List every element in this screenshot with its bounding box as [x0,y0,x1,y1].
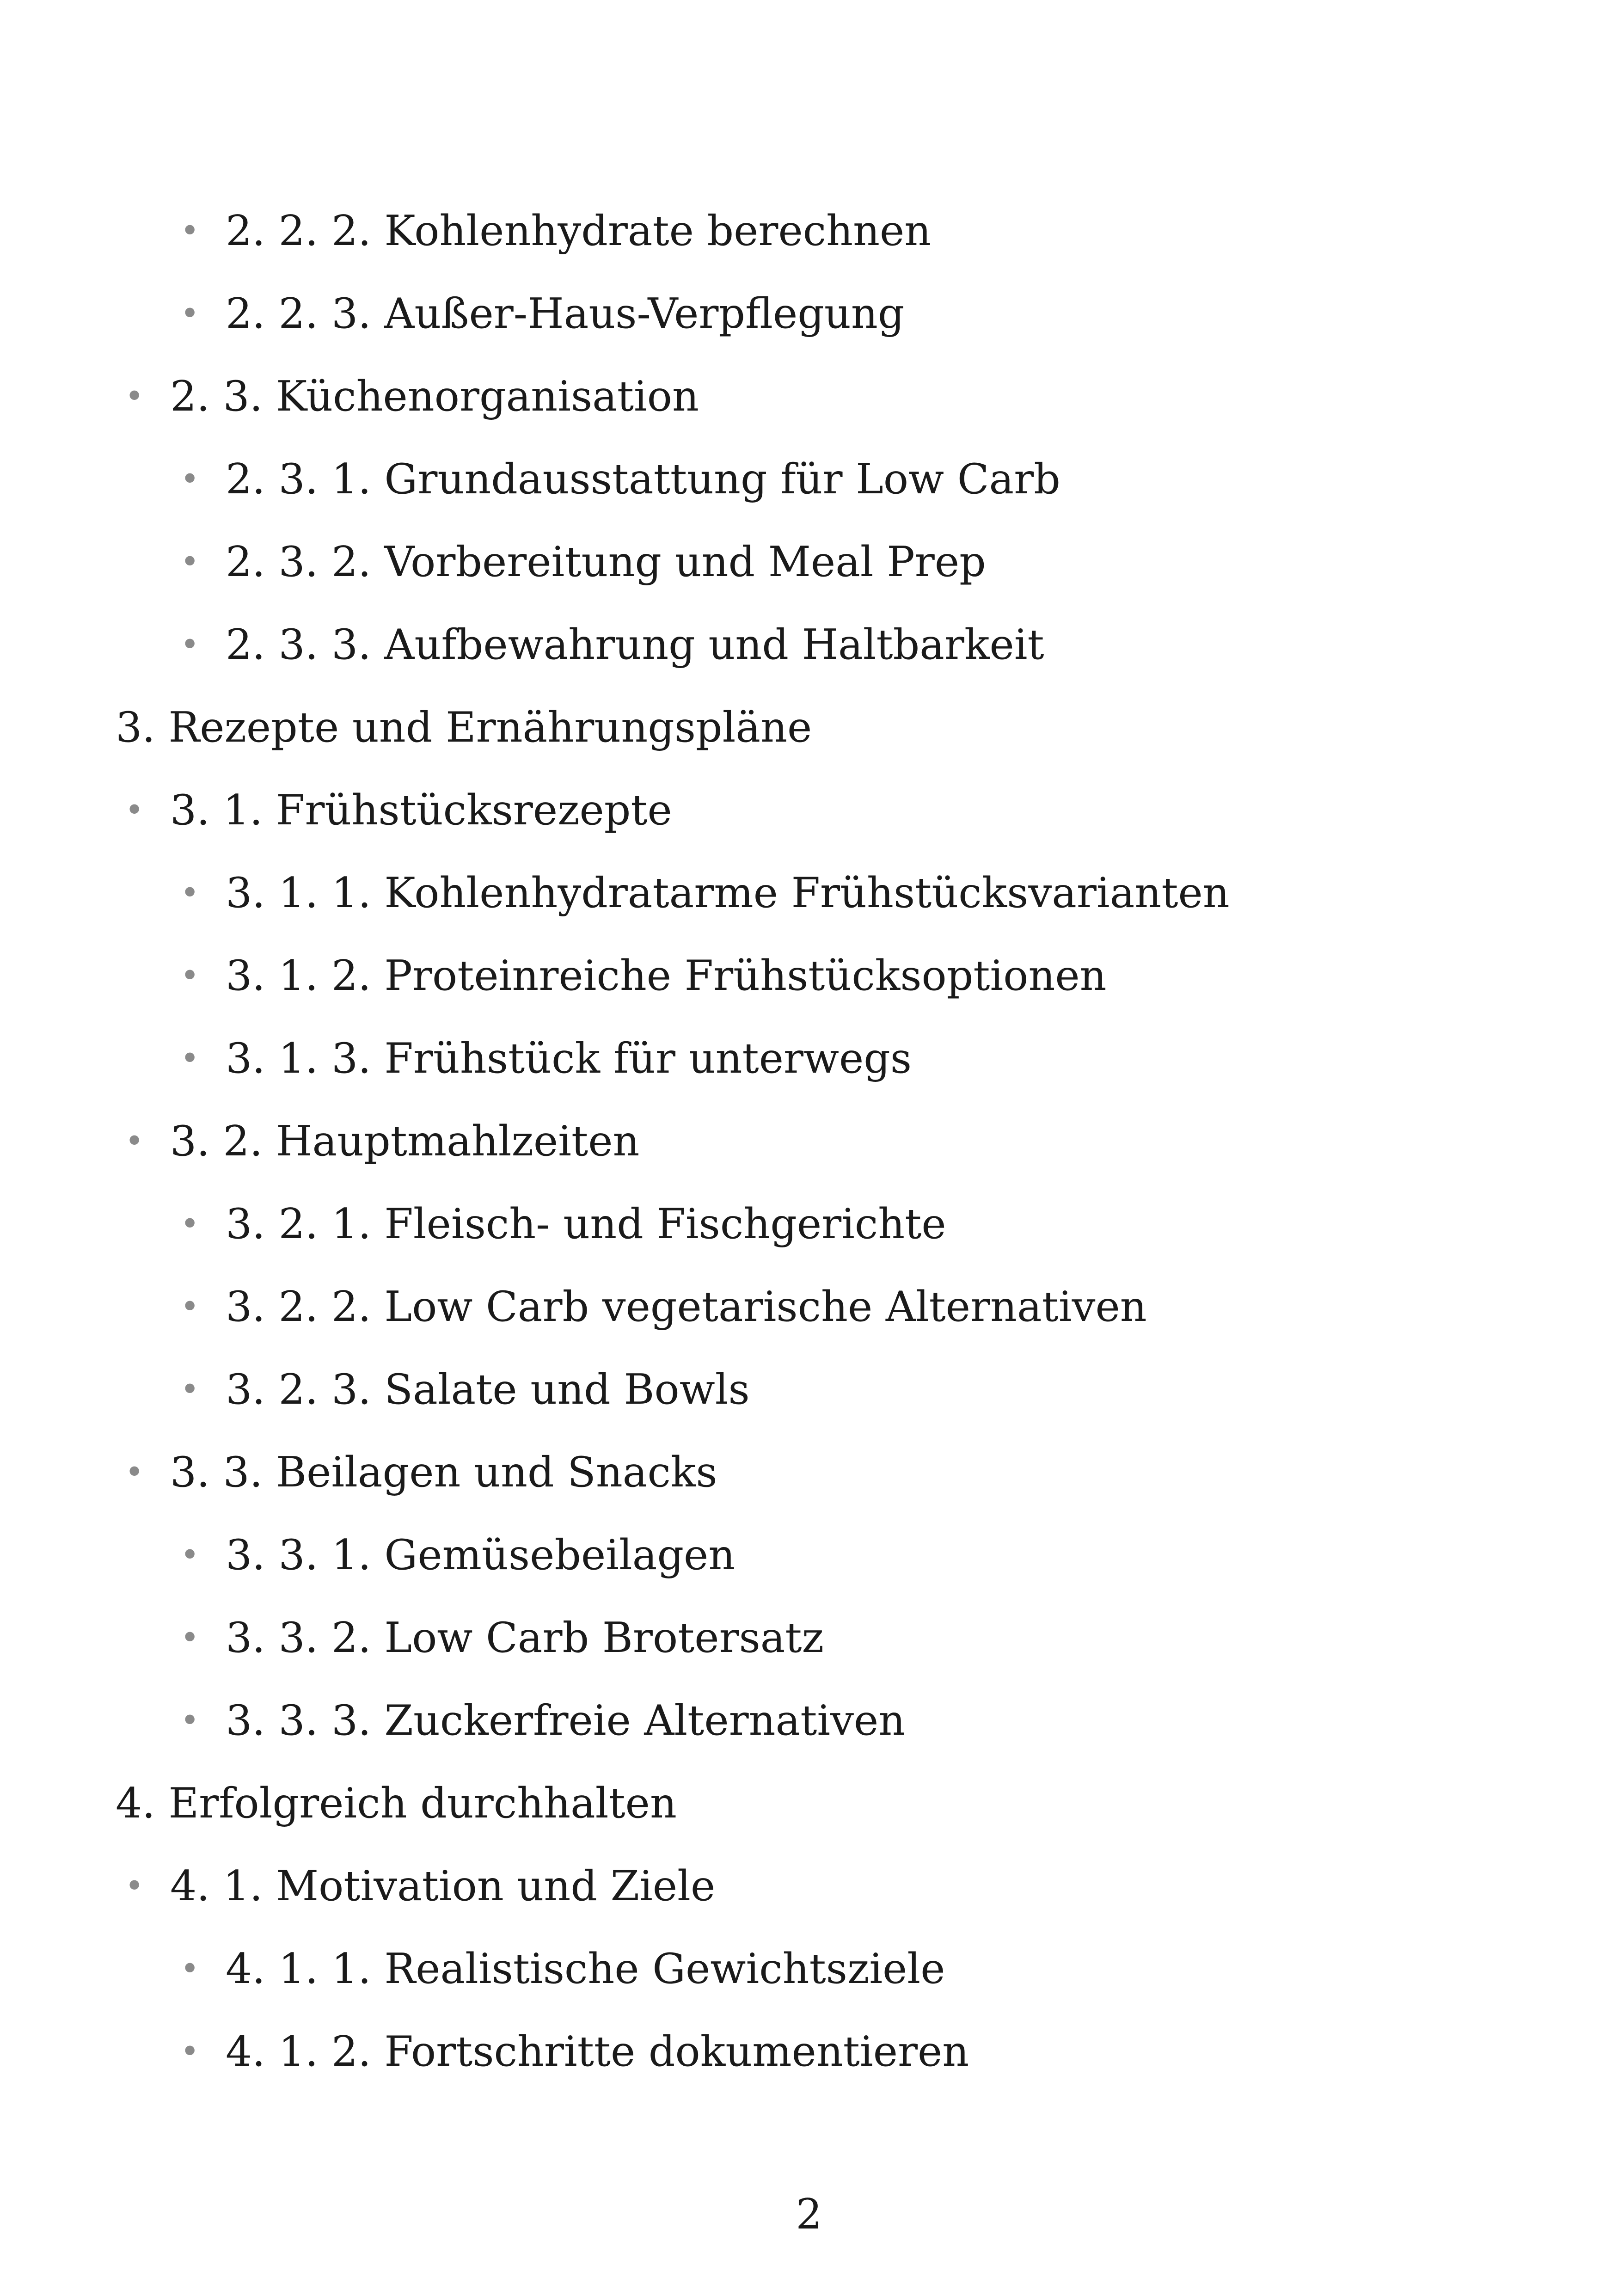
bullet-icon: • [180,1288,200,1326]
toc-entry-text: 4. 1. 2. Fortschritte dokumentieren [226,2027,969,2076]
bullet-icon: • [180,1039,200,1077]
bullet-icon: • [180,295,200,332]
toc-entry-text: 3. 3. 1. Gemüsebeilagen [226,1531,735,1579]
bullet-icon: • [125,1453,144,1491]
toc-entry-text: 3. 2. 1. Fleisch- und Fischgerichte [226,1200,946,1248]
toc-entry-text: 4. 1. Motivation und Ziele [170,1862,716,1910]
toc-entry-text: 3. 1. 2. Proteinreiche Frühstücksoptionen [226,952,1107,1000]
toc-subsection [0,1017,1618,1100]
bullet-icon: • [180,1370,200,1408]
toc-entry-text: 3. 3. 3. Zuckerfreie Alternativen [226,1696,906,1745]
toc-subsection [0,272,1618,355]
toc-subsection [0,1265,1618,1348]
toc-entry-text: 3. 3. Beilagen und Snacks [170,1448,717,1497]
toc-subsection [0,438,1618,521]
bullet-icon: • [180,1950,200,1988]
bullet-icon: • [180,543,200,581]
toc-subsection [0,1183,1618,1265]
toc-entry-text: 3. Rezepte und Ernährungspläne [116,703,812,752]
toc-entry-text: 3. 2. 3. Salate und Bowls [226,1365,750,1414]
toc-subsection [0,190,1618,272]
bullet-icon: • [180,212,200,250]
toc-entry-text: 3. 1. Frühstücksrezepte [170,786,672,835]
toc-entry-text: 3. 1. 3. Frühstück für unterwegs [226,1034,912,1083]
toc-entry-text: 2. 2. 2. Kohlenhydrate berechnen [226,207,932,255]
bullet-icon: • [180,626,200,663]
toc-entry-text: 2. 3. Küchenorganisation [170,372,699,421]
bullet-icon: • [180,957,200,995]
toc-entry-text: 3. 3. 2. Low Carb Brotersatz [226,1614,824,1662]
toc-subsection [0,2010,1618,2093]
toc-subsection [0,1679,1618,1762]
toc-subsection [0,852,1618,934]
toc-subsection [0,603,1618,686]
toc-chapter [0,1762,1618,1845]
toc-chapter [0,686,1618,769]
toc-entry-text: 2. 2. 3. Außer-Haus-Verpflegung [226,289,905,338]
toc-entry-text: 2. 3. 3. Aufbewahrung und Haltbarkeit [226,620,1044,669]
bullet-icon: • [125,1122,144,1160]
toc-section [0,1100,1618,1183]
toc-section [0,1431,1618,1514]
toc-subsection [0,1596,1618,1679]
bullet-icon: • [180,2032,200,2070]
toc-entry-text: 4. Erfolgreich durchhalten [116,1779,677,1828]
toc-subsection [0,934,1618,1017]
toc-section [0,355,1618,438]
toc-subsection [0,1928,1618,2010]
bullet-icon: • [180,1619,200,1657]
bullet-icon: • [180,1205,200,1243]
toc-subsection [0,521,1618,603]
toc-entry-text: 3. 1. 1. Kohlenhydratarme Frühstücksvarianten [226,869,1230,917]
page-number: 2 [796,2190,822,2239]
table-of-contents [0,190,1618,2093]
bullet-icon: • [125,377,144,415]
toc-entry-text: 2. 3. 1. Grundausstattung für Low Carb [226,455,1060,503]
bullet-icon: • [180,874,200,912]
bullet-icon: • [125,791,144,829]
toc-subsection [0,1348,1618,1431]
bullet-icon: • [180,1536,200,1574]
toc-entry-text: 3. 2. Hauptmahlzeiten [170,1117,640,1166]
toc-entry-text: 4. 1. 1. Realistische Gewichtsziele [226,1945,945,1993]
bullet-icon: • [125,1867,144,1905]
toc-subsection [0,1514,1618,1596]
bullet-icon: • [180,460,200,498]
toc-section [0,1845,1618,1928]
toc-section [0,769,1618,852]
toc-entry-text: 3. 2. 2. Low Carb vegetarische Alternativen [226,1283,1147,1331]
toc-entry-text: 2. 3. 2. Vorbereitung und Meal Prep [226,538,986,586]
bullet-icon: • [180,1701,200,1739]
